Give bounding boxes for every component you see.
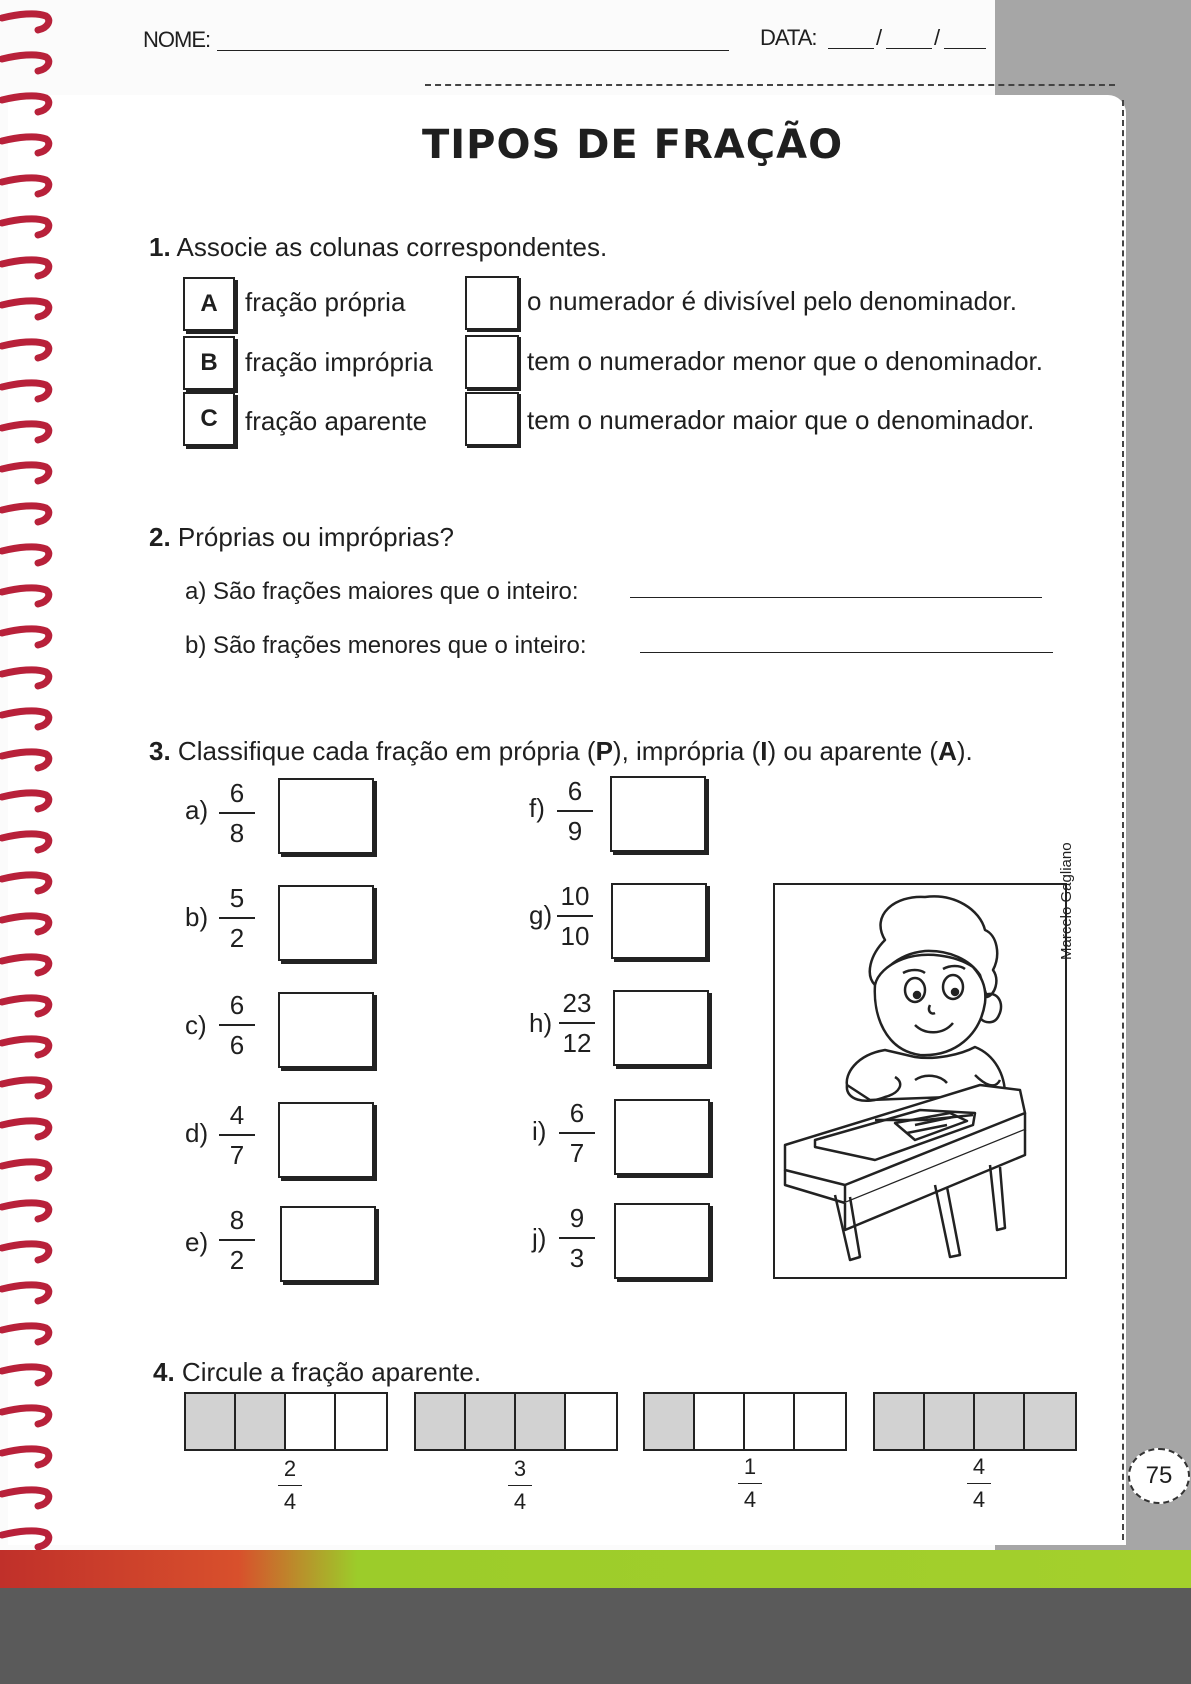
q1-letter-b: B xyxy=(183,336,235,390)
illustration-credit: Marcelo Gagliano xyxy=(1058,842,1075,960)
dashed-border-top xyxy=(425,84,1115,86)
spiral-coil xyxy=(2,998,49,1014)
q2-number: 2. xyxy=(149,522,171,552)
spiral-coil xyxy=(2,96,49,112)
q3-fraction-i xyxy=(555,1098,599,1168)
q2-prompt: Próprias ou impróprias? xyxy=(177,522,454,552)
q3-num-e: 8 xyxy=(229,1205,245,1235)
q3-label-f: f) xyxy=(529,793,545,823)
q3-num-d: 4 xyxy=(229,1100,245,1130)
q4-num-3: 1 xyxy=(743,1454,757,1479)
q3-label-i: i) xyxy=(532,1116,547,1146)
q3-label-a: a) xyxy=(185,795,209,825)
q3-num-a: 6 xyxy=(229,778,245,808)
spiral-coil xyxy=(2,14,49,30)
q3-answer-box-b[interactable] xyxy=(278,885,374,961)
q1-letter-c: C xyxy=(183,392,235,446)
spiral-coil xyxy=(2,834,49,850)
q3-num-g: 10 xyxy=(560,881,590,911)
q3-answer-box-j[interactable] xyxy=(614,1203,710,1279)
spiral-coil xyxy=(2,506,49,522)
spiral-coil xyxy=(2,1080,49,1096)
q3-fraction-g xyxy=(553,881,597,951)
q3-fraction-h xyxy=(555,988,599,1058)
strip-cell xyxy=(566,1394,616,1449)
q3-num-f: 6 xyxy=(567,776,583,806)
q3-label-d: d) xyxy=(185,1118,209,1148)
q1-left-item-1: fração própria xyxy=(245,287,406,317)
date-year-field[interactable] xyxy=(944,48,986,49)
q2-heading xyxy=(149,522,454,553)
q1-answer-box-3[interactable] xyxy=(465,392,519,446)
spiral-coil xyxy=(2,916,49,932)
q3-fraction-j xyxy=(555,1203,599,1273)
spiral-coil xyxy=(2,260,49,276)
q3-answer-box-e[interactable] xyxy=(280,1206,376,1282)
strip-cell xyxy=(745,1394,795,1449)
spiral-coil xyxy=(2,875,49,891)
q3-number: 3. xyxy=(149,736,171,766)
spiral-coil xyxy=(2,957,49,973)
strip-cell xyxy=(466,1394,516,1449)
q3-answer-box-a[interactable] xyxy=(278,778,374,854)
q3-label-h: h) xyxy=(529,1008,553,1038)
q3-den-i: 7 xyxy=(569,1138,585,1168)
spiral-coil xyxy=(2,670,49,686)
q3-code-a: A xyxy=(938,736,957,766)
q3-num-h: 23 xyxy=(562,988,592,1018)
spiral-coil xyxy=(2,1490,49,1506)
q3-num-c: 6 xyxy=(229,990,245,1020)
q3-den-c: 6 xyxy=(229,1030,245,1060)
q1-answer-box-1[interactable] xyxy=(465,276,519,330)
q3-code-i: I xyxy=(760,736,768,766)
q3-answer-box-d[interactable] xyxy=(278,1102,374,1178)
spiral-coil xyxy=(2,1449,49,1465)
q3-num-j: 9 xyxy=(569,1203,585,1233)
strip-cell xyxy=(695,1394,745,1449)
student-desk-illustration xyxy=(773,883,1067,1279)
spiral-coil xyxy=(2,1162,49,1178)
q3-den-j: 3 xyxy=(569,1243,585,1273)
q4-fraction-2[interactable] xyxy=(500,1456,540,1515)
q3-prompt-start: Classifique cada fração em própria ( xyxy=(177,736,596,766)
strip-cell xyxy=(286,1394,336,1449)
name-field[interactable] xyxy=(217,50,729,51)
q4-strip-2[interactable] xyxy=(414,1392,618,1451)
spiral-coil xyxy=(2,1203,49,1219)
q2-item-b: b) São frações menores que o inteiro: xyxy=(185,632,587,659)
q3-den-g: 10 xyxy=(560,921,590,951)
q3-label-c: c) xyxy=(185,1010,207,1040)
spiral-coil xyxy=(2,1531,49,1547)
spiral-coil xyxy=(2,1244,49,1260)
q4-strip-3[interactable] xyxy=(643,1392,847,1451)
q4-den-4: 4 xyxy=(972,1487,986,1512)
q1-left-item-2: fração imprópria xyxy=(245,347,433,377)
spiral-coil xyxy=(2,793,49,809)
q3-fraction-d xyxy=(215,1100,259,1170)
q3-num-i: 6 xyxy=(569,1098,585,1128)
q1-right-item-3: tem o numerador maior que o denominador. xyxy=(527,405,1035,435)
spiral-coil xyxy=(2,301,49,317)
spiral-coil xyxy=(2,1326,49,1342)
date-day-field[interactable] xyxy=(828,48,874,49)
q1-right-item-2: tem o numerador menor que o denominador. xyxy=(527,346,1043,376)
strip-cell xyxy=(645,1394,695,1449)
spiral-coil xyxy=(2,465,49,481)
q3-den-e: 2 xyxy=(229,1245,245,1275)
page-title: TIPOS DE FRAÇÃO xyxy=(422,122,844,168)
q3-den-b: 2 xyxy=(229,923,245,953)
q4-num-1: 2 xyxy=(283,1456,297,1481)
q3-label-j: j) xyxy=(532,1223,547,1253)
q3-den-h: 12 xyxy=(562,1028,592,1058)
date-separator-2: / xyxy=(934,25,940,50)
q3-label-e: e) xyxy=(185,1227,209,1257)
strip-cell xyxy=(236,1394,286,1449)
q3-prompt-end: ). xyxy=(956,736,973,766)
q3-heading xyxy=(149,736,973,767)
q2-answer-a-field[interactable] xyxy=(630,597,1042,598)
q4-num-4: 4 xyxy=(972,1454,986,1479)
q4-fraction-3[interactable] xyxy=(730,1454,770,1513)
spiral-coil xyxy=(2,219,49,235)
strip-cell xyxy=(416,1394,466,1449)
boy-reading-icon xyxy=(775,885,1065,1277)
background-below xyxy=(0,1588,1191,1684)
q3-fraction-a xyxy=(215,778,259,848)
q3-prompt-mid1: ), imprópria ( xyxy=(612,736,761,766)
q2-answer-b-field[interactable] xyxy=(640,652,1053,653)
q3-answer-box-f[interactable] xyxy=(610,776,706,852)
spiral-coil xyxy=(2,1039,49,1055)
q3-den-a: 8 xyxy=(229,818,245,848)
date-label: DATA: xyxy=(760,25,817,50)
q3-den-f: 9 xyxy=(567,816,583,846)
spiral-coil xyxy=(2,178,49,194)
q3-answer-box-h[interactable] xyxy=(613,990,709,1066)
spiral-coil xyxy=(2,1367,49,1383)
strip-cell xyxy=(925,1394,975,1449)
spiral-coil xyxy=(2,1121,49,1137)
book-edge-strip xyxy=(0,1550,1191,1588)
q3-answer-box-g[interactable] xyxy=(611,883,707,959)
q4-den-2: 4 xyxy=(513,1489,527,1514)
q2-item-a: a) São frações maiores que o inteiro: xyxy=(185,578,579,605)
q3-label-b: b) xyxy=(185,902,209,932)
spiral-coil xyxy=(2,588,49,604)
spiral-coil xyxy=(2,424,49,440)
spiral-coil xyxy=(2,711,49,727)
q1-answer-box-2[interactable] xyxy=(465,335,519,389)
q4-den-3: 4 xyxy=(743,1487,757,1512)
name-label: NOME: xyxy=(143,27,211,52)
page-number: 75 xyxy=(1128,1448,1190,1504)
q4-num-2: 3 xyxy=(513,1456,527,1481)
q3-answer-box-i[interactable] xyxy=(614,1099,710,1175)
date-separator-1: / xyxy=(876,25,882,50)
spiral-coil xyxy=(2,629,49,645)
q3-fraction-b xyxy=(215,883,259,953)
q3-den-d: 7 xyxy=(229,1140,245,1170)
q3-prompt-mid2: ) ou aparente ( xyxy=(767,736,939,766)
q3-label-g: g) xyxy=(529,900,553,930)
strip-cell xyxy=(336,1394,386,1449)
q1-letter-a: A xyxy=(183,277,235,331)
strip-cell xyxy=(875,1394,925,1449)
dashed-border-right xyxy=(1122,100,1124,1540)
strip-cell xyxy=(1025,1394,1075,1449)
q1-heading xyxy=(149,232,607,263)
spiral-coil xyxy=(2,1285,49,1301)
q4-fraction-1[interactable] xyxy=(270,1456,310,1515)
q4-prompt: Circule a fração aparente. xyxy=(181,1357,482,1387)
spiral-coil xyxy=(2,55,49,71)
spiral-coil xyxy=(2,752,49,768)
q1-left-item-3: fração aparente xyxy=(245,406,428,436)
strip-cell xyxy=(516,1394,566,1449)
q3-code-p: P xyxy=(595,736,613,766)
strip-cell xyxy=(186,1394,236,1449)
q3-fraction-c xyxy=(215,990,259,1060)
strip-cell xyxy=(795,1394,845,1449)
q4-number: 4. xyxy=(153,1357,175,1387)
q3-answer-box-c[interactable] xyxy=(278,992,374,1068)
q4-den-1: 4 xyxy=(283,1489,297,1514)
q3-num-b: 5 xyxy=(229,883,245,913)
q4-strip-4[interactable] xyxy=(873,1392,1077,1451)
q4-heading xyxy=(153,1357,481,1388)
spiral-coil xyxy=(2,383,49,399)
q1-number: 1. xyxy=(149,232,171,262)
q3-fraction-f xyxy=(553,776,597,846)
spiral-coil xyxy=(2,1408,49,1424)
strip-cell xyxy=(975,1394,1025,1449)
spiral-coil xyxy=(2,342,49,358)
spiral-binding-icon xyxy=(0,0,60,1550)
q3-fraction-e xyxy=(215,1205,259,1275)
q1-right-item-1: o numerador é divisível pelo denominador. xyxy=(527,286,1017,316)
q4-fraction-4[interactable] xyxy=(959,1454,999,1513)
q4-strip-1[interactable] xyxy=(184,1392,388,1451)
date-month-field[interactable] xyxy=(886,48,932,49)
spiral-coil xyxy=(2,547,49,563)
q1-prompt: Associe as colunas correspondentes. xyxy=(176,232,608,262)
spiral-coil xyxy=(2,137,49,153)
